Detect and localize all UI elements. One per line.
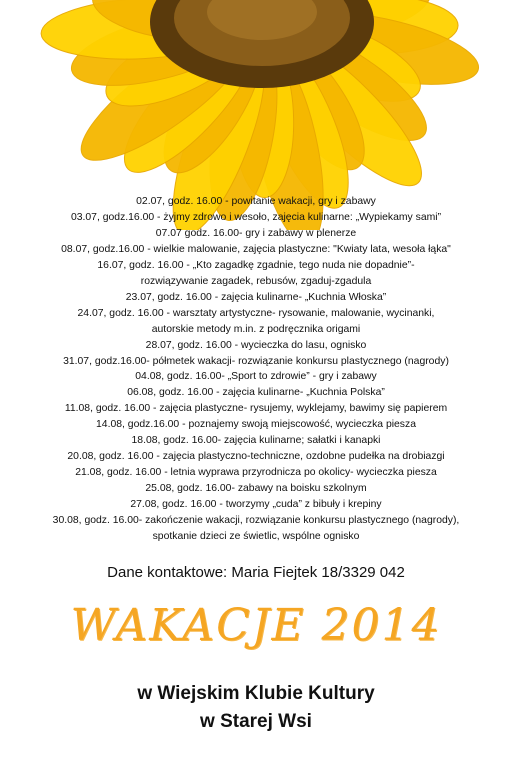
schedule-date: 20.08, godz. 16.00: [67, 451, 154, 463]
schedule-text: - „Sport to zdrowie” - gry i zabawy: [221, 371, 377, 383]
schedule-line: [0, 417, 512, 433]
schedule-text: - poznajemy swoją miejscowość, wycieczka piesza: [179, 419, 416, 431]
poster-title: WAKACJE 2014: [70, 600, 442, 651]
schedule-text: - wielkie malowanie, zajęcia plastyczne: "Kwiaty lata, wesoła łąka": [144, 243, 451, 255]
schedule-date: 08.07, godz.16.00: [61, 243, 145, 255]
schedule-text: - zajęcia plastyczne- rysujemy, wyklejamy, bawimy się papierem: [150, 403, 448, 415]
schedule-date: 30.08, godz. 16.00: [52, 515, 139, 527]
schedule-line: [0, 242, 512, 258]
schedule-line: [0, 306, 512, 322]
contact-info: Dane kontaktowe: Maria Fiejtek 18/3329 042: [107, 564, 405, 581]
schedule-text: - wycieczka do lasu, ognisko: [231, 339, 367, 351]
schedule-date: 07.07 godz. 16.00: [155, 227, 239, 239]
schedule-date: 21.08, godz. 16.00: [75, 467, 162, 479]
schedule-line: [0, 322, 512, 338]
schedule-line: [0, 465, 512, 481]
schedule-line: [0, 481, 512, 497]
schedule-line: [0, 258, 512, 274]
schedule-text: autorskie metody m.in. z podręcznika origami: [151, 323, 361, 335]
schedule-date: 23.07, godz. 16.00: [125, 291, 212, 303]
schedule-line: [0, 497, 512, 513]
venue-line-2: w Starej Wsi: [200, 711, 312, 732]
schedule-line: [0, 369, 512, 385]
schedule-text: - zajęcia plastyczno-techniczne, ozdobne pudełka na drobiazgi: [153, 451, 445, 463]
schedule-text: - „Kto zagadkę zgadnie, tego nuda nie dopadnie”-: [183, 259, 415, 271]
schedule-text: - zakończenie wakacji, rozwiązanie konkursu plastycznego (nagrody),: [138, 515, 460, 527]
schedule-date: 04.08, godz. 16.00: [135, 371, 222, 383]
schedule-text: - zabawy na boisku szkolnym: [231, 483, 367, 495]
schedule-date: 02.07, godz. 16.00: [136, 196, 223, 207]
schedule-text: - półmetek wakacji- rozwiązanie konkursu plastycznego (nagrody): [146, 355, 449, 367]
schedule-list: [0, 194, 512, 545]
schedule-line: [0, 529, 512, 545]
schedule-text: - warsztaty artystyczne- rysowanie, malowanie, wycinanki,: [163, 307, 435, 319]
schedule-text: - zajęcia kulinarne; sałatki i kanapki: [217, 435, 381, 447]
schedule-text: spotkanie dzieci ze świetlic, wspólne ognisko: [152, 531, 360, 543]
schedule-date: 28.07, godz. 16.00: [145, 339, 232, 351]
schedule-date: 27.08, godz. 16.00: [130, 499, 217, 511]
schedule-line: [0, 449, 512, 465]
schedule-line: [0, 401, 512, 417]
venue-line-1: w Wiejskim Klubie Kultury: [137, 683, 375, 704]
schedule-date: 18.08, godz. 16.00: [131, 435, 218, 447]
schedule-date: 06.08, godz. 16.00: [127, 387, 214, 399]
schedule-line: [0, 513, 512, 529]
schedule-line: [0, 290, 512, 306]
schedule-text: - żyjmy zdrowo i wesoło, zajęcia kulinarne: „Wypiekamy sami”: [154, 211, 442, 223]
schedule-line: [0, 274, 512, 290]
schedule-text: - zajęcia kulinarne- „Kuchnia Polska”: [213, 387, 385, 399]
schedule-date: 11.08, godz. 16.00: [64, 403, 151, 415]
schedule-date: 24.07, godz. 16.00: [77, 307, 164, 319]
schedule-line: [0, 226, 512, 242]
schedule-line: [0, 354, 512, 370]
schedule-date: 16.07, godz. 16.00: [97, 259, 184, 271]
schedule-text: - letnia wyprawa przyrodnicza po okolicy- wycieczka piesza: [161, 467, 437, 479]
schedule-text: rozwiązywanie zagadek, rebusów, zgaduj-zgadula: [140, 275, 372, 287]
schedule-date: 14.08, godz.16.00: [96, 419, 180, 431]
schedule-date: 03.07, godz.16.00: [70, 211, 155, 223]
schedule-text: - gry i zabawy w plenerze: [238, 227, 357, 239]
schedule-line: [0, 210, 512, 226]
schedule-line: [0, 385, 512, 401]
schedule-date: 25.08, godz. 16.00: [145, 483, 232, 495]
schedule-date: 31.07, godz.16.00: [63, 355, 147, 367]
venue: [0, 680, 512, 736]
schedule-line: [0, 338, 512, 354]
schedule-line: [0, 433, 512, 449]
schedule-text: - zajęcia kulinarne- „Kuchnia Włoska”: [211, 291, 387, 303]
schedule-line: [0, 194, 512, 210]
schedule-text: - tworzymy „cuda” z bibuły i krepiny: [216, 499, 382, 511]
schedule-text: - powitanie wakacji, gry i zabawy: [222, 196, 376, 207]
